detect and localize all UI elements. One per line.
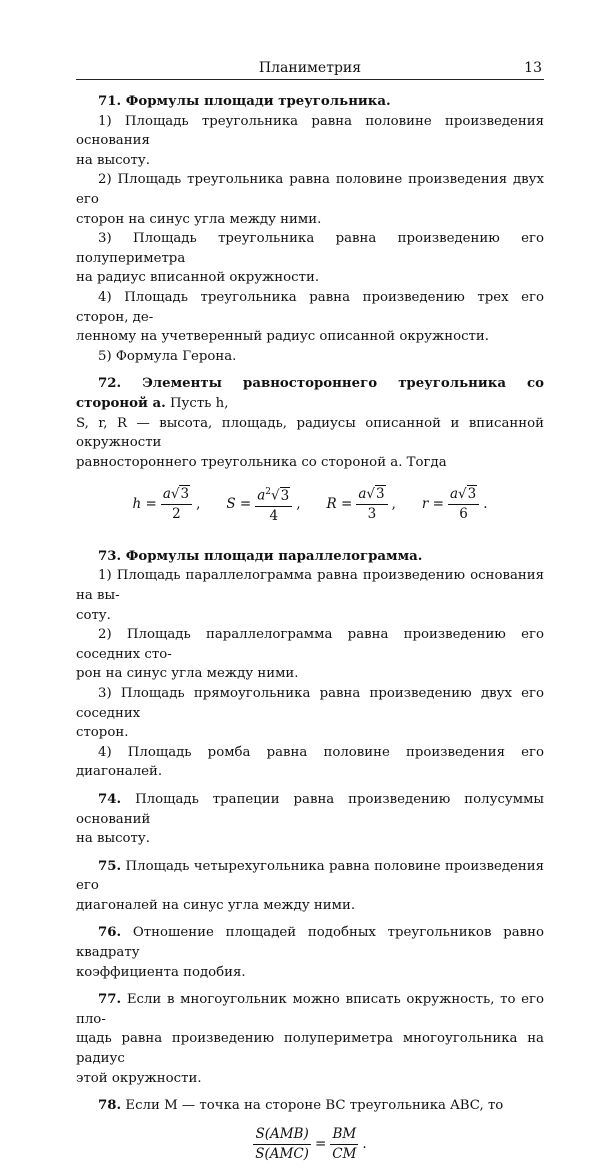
- denominator: 2: [172, 506, 181, 523]
- section-76-number: 76.: [98, 925, 122, 941]
- fraction: [255, 484, 292, 525]
- s76-line: Отношение площадей подобных треугольников равно квадрату: [76, 925, 544, 961]
- numerator: [448, 486, 479, 505]
- fraction: [161, 486, 192, 523]
- s72-first-line: [76, 374, 544, 413]
- section-78-number: 78.: [98, 1098, 122, 1114]
- section-75: [76, 857, 544, 916]
- separator: ,: [296, 495, 301, 512]
- s71-line: сторон на синус угла между ними.: [76, 211, 322, 227]
- running-header: [76, 59, 544, 80]
- section-75-number: 75.: [98, 858, 122, 874]
- s74-first-line: [76, 790, 544, 829]
- area-ratio-formula: [76, 1126, 544, 1163]
- section-72-title: 72. Элементы равностороннего треугольника со стороной a.: [76, 376, 544, 411]
- var-a: a: [449, 486, 458, 503]
- s72-line: равностороннего треугольника со стороной a. Тогда: [76, 454, 447, 470]
- section-78: [76, 1096, 544, 1163]
- formula-lhs: r =: [421, 495, 444, 512]
- s74-line: на высоту.: [76, 831, 150, 847]
- running-title: Планиметрия: [258, 60, 362, 76]
- section-76: [76, 923, 544, 982]
- denominator: CM: [332, 1145, 357, 1162]
- radicand: 3: [467, 486, 477, 503]
- section-73-title: 73. Формулы площади параллелограмма.: [98, 548, 423, 564]
- s75-first-line: [76, 857, 544, 896]
- s71-line: 1) Площадь треугольника равна половине произведения основания: [76, 113, 544, 149]
- s71-line: на радиус вписанной окружности.: [76, 270, 320, 286]
- s75-line: диагоналей на синус угла между ними.: [76, 897, 356, 913]
- radicand: 3: [280, 487, 290, 504]
- denominator: 6: [459, 506, 468, 523]
- s71-line: 5) Формула Герона.: [98, 348, 237, 364]
- fraction: [356, 486, 387, 523]
- equals-sign: =: [314, 1135, 327, 1152]
- denominator: 3: [367, 506, 377, 523]
- s71-line: 2) Площадь треугольника равна половине произведения двух его: [76, 172, 544, 207]
- s73-line: 1) Площадь параллелограмма равна произведению основания на вы-: [76, 568, 544, 603]
- s73-line: соту.: [76, 607, 111, 623]
- s74-line: Площадь трапеции равна произведению полусуммы оснований: [76, 791, 544, 827]
- fraction: [448, 486, 479, 523]
- formula-R: [327, 486, 396, 523]
- s72-line: Пусть h,: [169, 395, 229, 411]
- s78-first-line: [76, 1096, 544, 1116]
- var-a: a: [358, 486, 367, 503]
- section-71-title: 71. Формулы площади треугольника.: [98, 94, 391, 109]
- separator: .: [483, 495, 488, 512]
- section-72: [76, 374, 544, 524]
- numerator: BM: [330, 1126, 358, 1145]
- s77-line: щадь равна произведению полупериметра многоугольника на радиус: [76, 1031, 544, 1067]
- equilateral-formulas: [76, 484, 544, 525]
- sqrt-sign: √: [170, 486, 180, 503]
- s77-first-line: [76, 990, 544, 1029]
- numerator: S(AMB): [253, 1126, 310, 1145]
- section-74: [76, 790, 544, 849]
- denominator: S(AMC): [255, 1145, 309, 1162]
- s75-line: Площадь четырехугольника равна половине произведения его: [76, 858, 544, 894]
- period: .: [362, 1135, 367, 1152]
- s71-line: 4) Площадь треугольника равна произведению трех его сторон, де-: [76, 289, 544, 325]
- s76-line: коэффициента подобия.: [76, 964, 246, 980]
- s73-line: 2) Площадь параллелограмма равна произведению его соседних сто-: [76, 627, 544, 662]
- s77-line: Если в многоугольник можно вписать окружность, то его пло-: [76, 992, 544, 1027]
- s71-line: 3) Площадь треугольника равна произведению его полупериметра: [76, 231, 544, 266]
- formula-h: [133, 486, 201, 523]
- section-77-number: 77.: [98, 992, 122, 1008]
- radicand: 3: [375, 486, 385, 503]
- numerator: [356, 486, 387, 505]
- var-a: a: [257, 487, 266, 504]
- s73-line: 3) Площадь прямоугольника равна произведению двух его соседних: [76, 685, 544, 721]
- formula-lhs: R =: [326, 495, 353, 512]
- s73-line: сторон.: [76, 725, 129, 741]
- formula-r: [422, 486, 488, 523]
- section-71: [76, 92, 544, 366]
- numerator: [255, 484, 292, 507]
- formula-S: [226, 484, 300, 525]
- s73-line: рон на синус угла между ними.: [76, 666, 299, 682]
- s71-line: ленному на учетверенный радиус описанной окружности.: [76, 329, 489, 345]
- section-77: [76, 990, 544, 1088]
- s77-line: этой окружности.: [76, 1070, 202, 1086]
- s78-line: Если M — точка на стороне BC треугольника ABC, то: [125, 1098, 504, 1114]
- numerator: [161, 486, 192, 505]
- sqrt-sign: √: [366, 486, 375, 503]
- ratio-equation: [253, 1126, 366, 1163]
- fraction-side-ratio: [330, 1126, 358, 1163]
- page-number: 13: [524, 60, 542, 76]
- section-73: [76, 547, 544, 782]
- formula-lhs: h =: [132, 495, 157, 512]
- s71-line: на высоту.: [76, 152, 150, 168]
- fraction-area-ratio: [253, 1126, 311, 1163]
- separator: ,: [391, 495, 396, 512]
- s72-line: S, r, R — высота, площадь, радиусы описанной и вписанной окружности: [76, 415, 544, 451]
- formula-lhs: S =: [226, 495, 252, 512]
- s73-line: 4) Площадь ромба равна половине произведения его диагоналей.: [76, 744, 544, 780]
- var-a: a: [162, 486, 171, 503]
- s76-first-line: [76, 923, 544, 962]
- sqrt-sign: √: [271, 487, 280, 504]
- exponent: 2: [265, 487, 272, 498]
- separator: ,: [196, 495, 201, 512]
- section-74-number: 74.: [98, 791, 122, 807]
- page-content: [76, 92, 544, 1171]
- radicand: 3: [180, 486, 190, 503]
- denominator: 4: [269, 507, 279, 524]
- sqrt-sign: √: [458, 486, 467, 503]
